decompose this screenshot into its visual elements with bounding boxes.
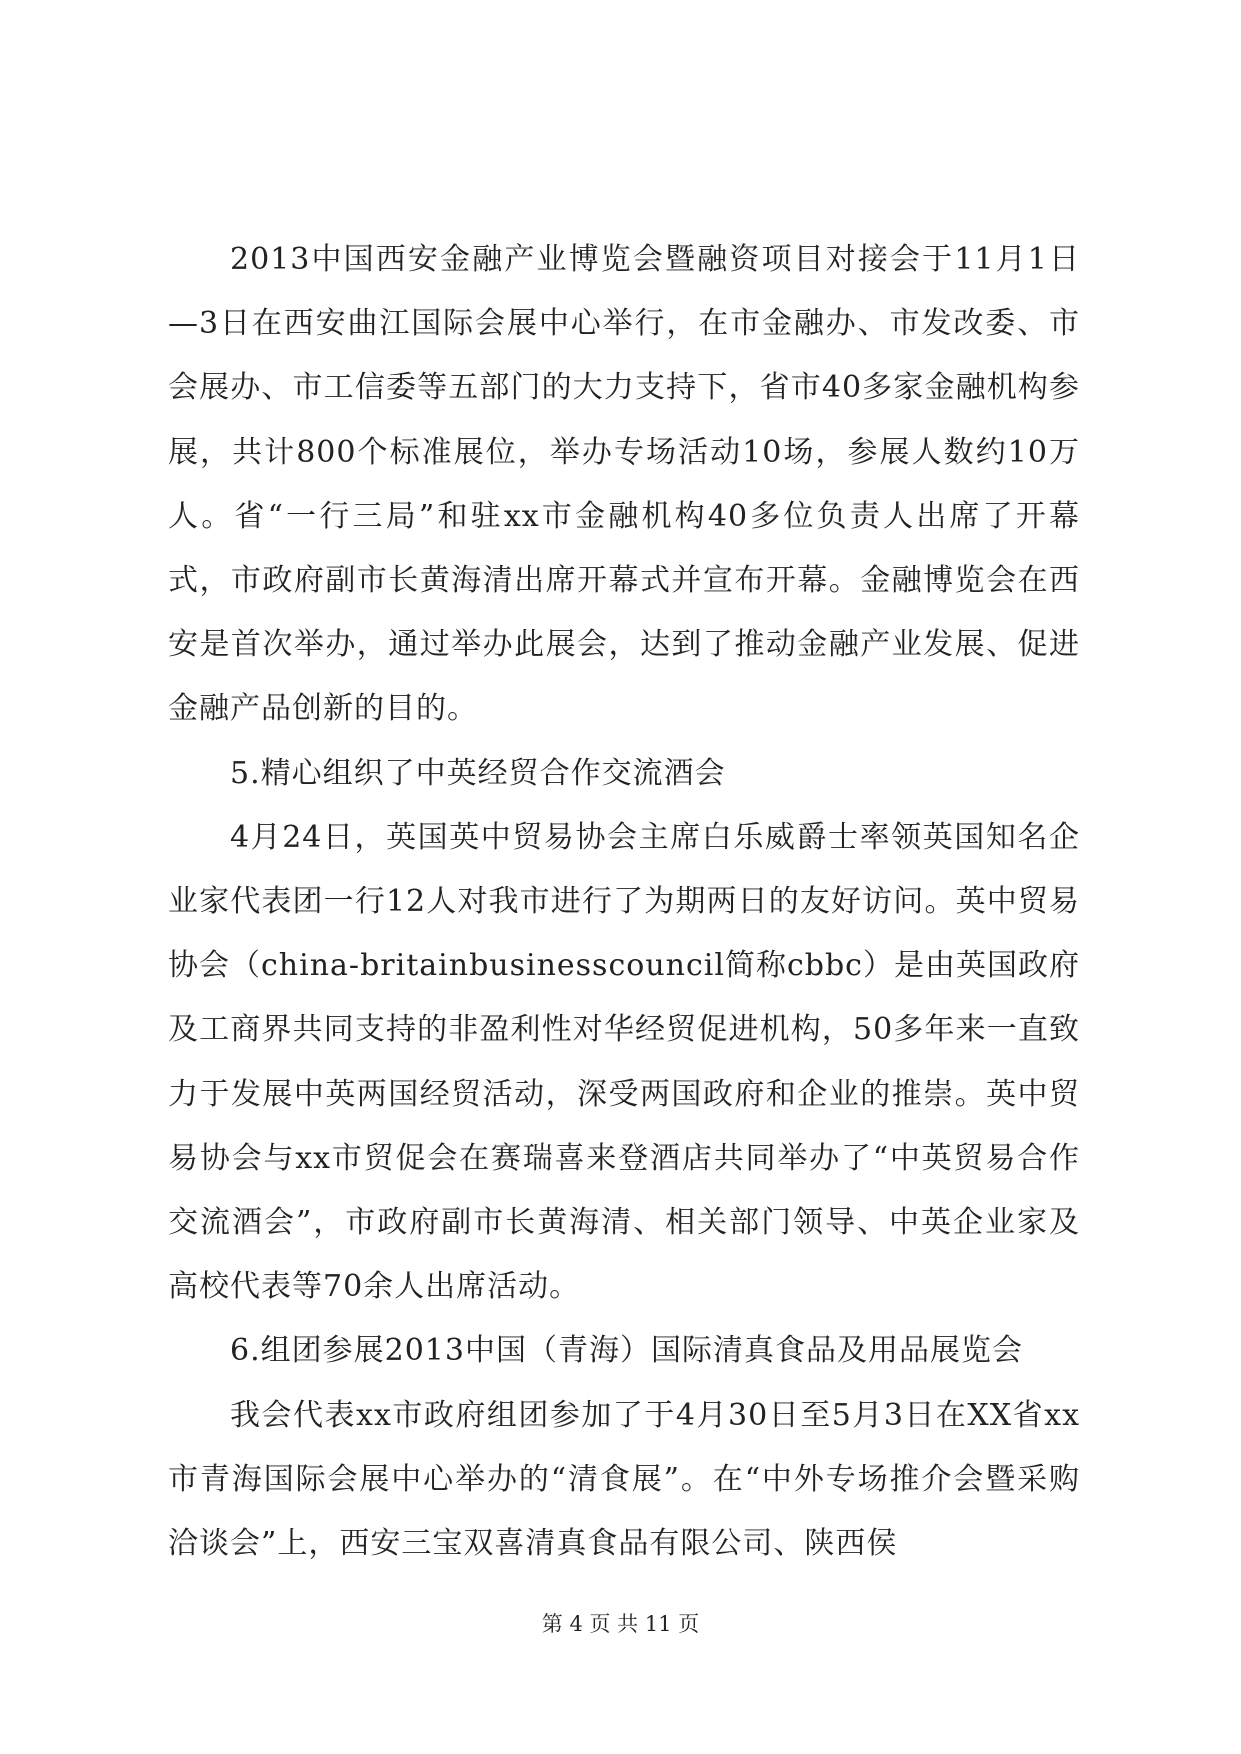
heading-sino-british-reception: 5.精心组织了中英经贸合作交流酒会 [230,755,726,791]
paragraph-halal-expo: 我会代表xx市政府组团参加了于4月30日至5月3日在XX省xx市青海国际会展中心举办的“清食展”。在“中外专场推介会暨采购洽谈会”上，西安三宝双喜清真食品有限公司、陕西侯 [168,1397,1080,1562]
heading-qinghai-halal-expo: 6.组团参展2013中国（青海）国际清真食品及用品展览会 [230,1333,1023,1369]
paragraph-finance-expo: 2013中国西安金融产业博览会暨融资项目对接会于11月1日—3日在西安曲江国际会展中心举行，在市金融办、市发改委、市会展办、市工信委等五部门的大力支持下，省市40多家金融机构参展，共计800个标准展位，举办专场活动10场，参展人数约10万人。省“一行三局”和驻xx市金融机构40多位负责人出席了开幕式，市政府副市长黄海清出席开幕式并宣布开幕。金融博览会在西安是首次举办，通过举办此展会，达到了推动金融产业发展、促进金融产品创新的目的。 [168,242,1080,727]
document-body [168,228,1080,1576]
page-number-footer: 第 4 页 共 11 页 [541,1612,700,1636]
paragraph-cbbc-visit: 4月24日，英国英中贸易协会主席白乐威爵士率领英国知名企业家代表团一行12人对我市进行了为期两日的友好访问。英中贸易协会（china-britainbusinesscouncil简称cbbc）是由英国政府及工商界共同支持的非盈利性对华经贸促进机构，50多年来一直致力于发展中英两国经贸活动，深受两国政府和企业的推崇。英中贸易协会与xx市贸促会在赛瑞喜来登酒店共同举办了“中英贸易合作交流酒会”，市政府副市长黄海清、相关部门领导、中英企业家及高校代表等70余人出席活动。 [168,819,1080,1305]
